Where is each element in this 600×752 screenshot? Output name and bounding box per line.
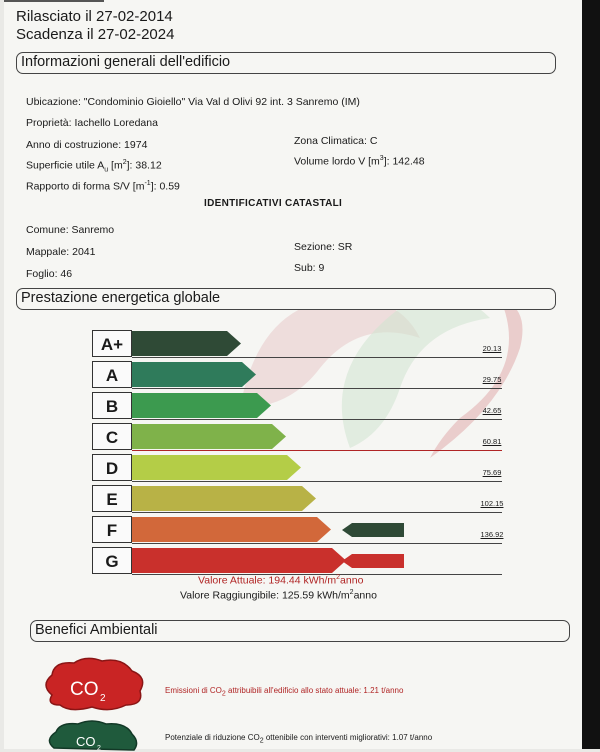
energy-class-bar xyxy=(132,361,258,388)
energy-class-label: F xyxy=(92,516,132,543)
section-general-info xyxy=(16,52,556,74)
section-general-title: Informazioni generali dell'edificio xyxy=(21,54,231,70)
co2-green-cloud-icon xyxy=(44,718,140,752)
class-threshold: 75.69 xyxy=(482,468,502,477)
climate-zone: Zona Climatica: C xyxy=(294,135,378,147)
class-divider-line xyxy=(132,388,502,389)
energy-class-bar xyxy=(132,423,288,450)
class-divider-line xyxy=(132,450,502,451)
section-energy-title: Prestazione energetica globale xyxy=(21,290,221,306)
cadastral-sezione: Sezione: SR xyxy=(294,241,353,253)
cadastral-sub: Sub: 9 xyxy=(294,262,325,274)
class-divider-line xyxy=(132,543,502,544)
co2-green-label: CO xyxy=(76,734,96,749)
emissions-text: Emissioni di CO2 attribuibili all'edificio allo stato attuale: 1.21 t/anno xyxy=(165,686,404,698)
energy-class-label: D xyxy=(92,454,132,481)
form-ratio: Rapporto di forma S/V $[m^{-1}]$: 0.59 xyxy=(26,180,180,193)
useful-area: Superficie utile $A_u$ $[m^2]$: 38.12 xyxy=(26,159,162,174)
cadastral-mappale: Mappale: 2041 xyxy=(26,246,96,258)
energy-class-bar xyxy=(132,547,348,574)
svg-text:2: 2 xyxy=(100,693,106,704)
actual-value-indicator xyxy=(342,553,406,569)
class-divider-line xyxy=(132,481,502,482)
co2-red-label: CO xyxy=(70,679,99,700)
class-threshold: 60.81 xyxy=(482,437,502,446)
class-divider-line xyxy=(132,419,502,420)
svg-text:2: 2 xyxy=(97,745,101,752)
section-environmental-benefits xyxy=(30,620,570,642)
energy-class-label: G xyxy=(92,547,132,574)
energy-class-bar xyxy=(132,392,273,419)
expiry-date: Scadenza il 27-02-2024 xyxy=(16,26,175,43)
cadastral-title: IDENTIFICATIVI CATASTALI xyxy=(204,198,343,209)
reduction-text: Potenziale di riduzione CO2 ottenibile con interventi migliorativi: 1.07 t/anno xyxy=(165,733,433,745)
class-threshold: 102.15 xyxy=(480,499,504,508)
class-divider-line xyxy=(132,357,502,358)
issued-date: Rilasciato il 27-02-2014 xyxy=(16,8,173,25)
gross-volume: Volume lordo V $[m^3]$: 142.48 xyxy=(294,155,425,168)
section-energy-performance xyxy=(16,288,556,310)
class-threshold: 29.75 xyxy=(482,375,502,384)
achievable-value: Valore Raggiungibile: 125.59 kWh/$m^2anno$ xyxy=(180,589,377,602)
cadastral-comune: Comune: Sanremo xyxy=(26,224,115,236)
owner: Proprietà: Iachello Loredana xyxy=(26,117,158,129)
energy-class-label: A+ xyxy=(92,330,132,357)
location: Ubicazione: "Condominio Gioiello" Via Val d Olivi 92 int. 3 Sanremo (IM) xyxy=(26,96,360,108)
class-threshold: 20.13 xyxy=(482,344,502,353)
class-divider-line xyxy=(132,512,502,513)
energy-class-label: C xyxy=(92,423,132,450)
section-benefits-title: Benefici Ambientali xyxy=(35,622,158,638)
construction-year: Anno di costruzione: 1974 xyxy=(26,139,148,151)
class-threshold: 136.92 xyxy=(480,530,504,539)
scan-edge xyxy=(582,0,600,749)
top-rule xyxy=(4,0,104,8)
cadastral-foglio: Foglio: 46 xyxy=(26,268,73,280)
co2-red-cloud-icon xyxy=(40,655,150,713)
energy-class-label: E xyxy=(92,485,132,512)
energy-class-label: B xyxy=(92,392,132,419)
class-threshold: 42.65 xyxy=(482,406,502,415)
actual-value: Valore Attuale: 194.44 kWh/$m^2anno$ xyxy=(198,574,364,587)
energy-class-label: A xyxy=(92,361,132,388)
energy-class-bar xyxy=(132,485,318,512)
validity-dates xyxy=(16,8,174,44)
energy-class-bar xyxy=(132,454,303,481)
achievable-value-indicator xyxy=(342,522,406,538)
energy-class-bar xyxy=(132,330,243,357)
energy-class-bar xyxy=(132,516,333,543)
